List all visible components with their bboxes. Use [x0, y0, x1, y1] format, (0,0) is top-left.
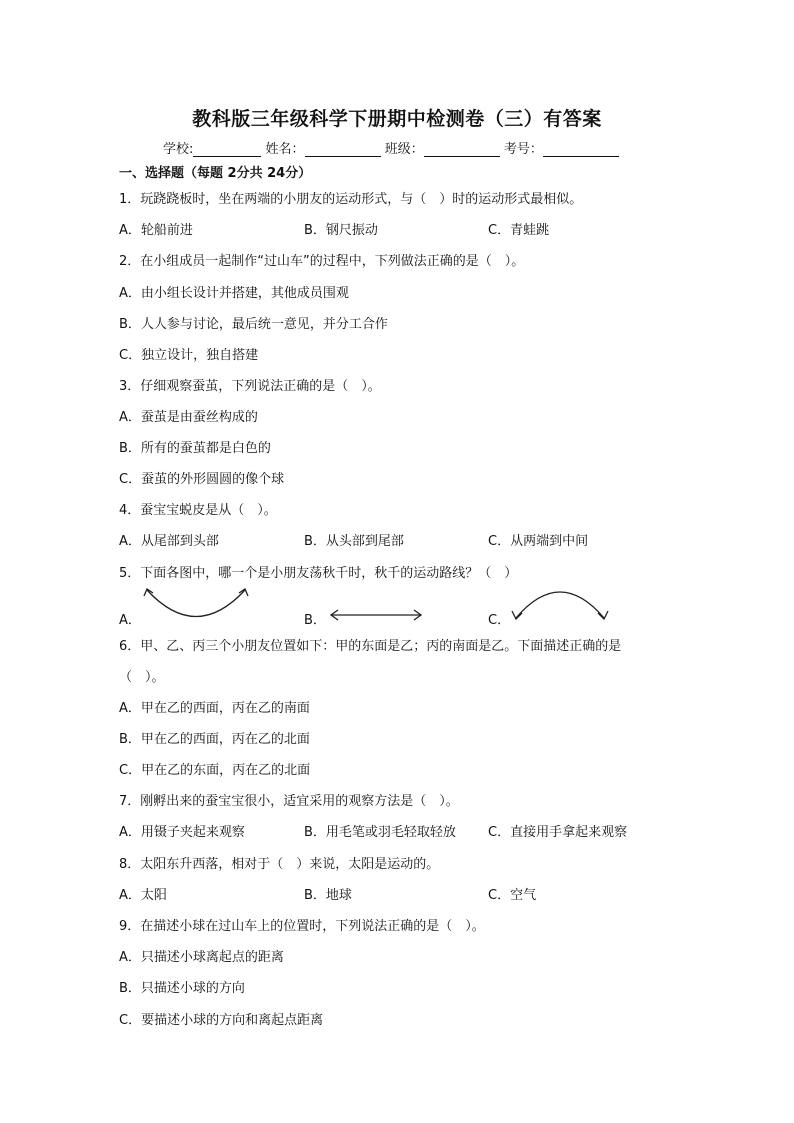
question-7-stem: 7．刚孵出来的蚕宝宝很小，适宜采用的观察方法是（ ）。 — [119, 794, 459, 809]
question-2-option-b[interactable]: B．人人参与讨论，最后统一意见，并分工合作 — [119, 317, 388, 332]
question-3-option-a[interactable]: A．蚕茧是由蚕丝构成的 — [119, 410, 258, 425]
name-blank[interactable] — [305, 142, 381, 157]
swing-arc-up-figure — [510, 584, 610, 624]
question-7-option-a[interactable]: A．用镊子夹起来观察 — [119, 825, 245, 840]
question-3-option-b[interactable]: B．所有的蚕茧都是白色的 — [119, 441, 271, 456]
student-info-line — [163, 138, 619, 157]
exam-no-label: 考号： — [503, 142, 543, 157]
school-label: 学校: — [163, 142, 194, 157]
question-6-option-a[interactable]: A．甲在乙的西面，丙在乙的南面 — [119, 701, 310, 716]
question-1-stem: 1．玩跷跷板时，坐在两端的小朋友的运动形式，与（ ）时的运动形式最相似。 — [119, 192, 583, 207]
question-5-option-b[interactable]: B． — [304, 613, 326, 628]
question-5-stem: 5．下面各图中，哪一个是小朋友荡秋千时，秋千的运动路线？（ ） — [119, 566, 518, 581]
question-2-option-c[interactable]: C．独立设计，独自搭建 — [119, 348, 259, 363]
school-blank[interactable] — [193, 142, 261, 157]
name-label: 姓名： — [265, 142, 305, 157]
question-5-option-c[interactable]: C． — [488, 613, 511, 628]
question-6-stem-cont: （ ）。 — [119, 670, 165, 685]
question-4-option-a[interactable]: A．从尾部到头部 — [119, 534, 219, 549]
question-4-option-c[interactable]: C．从两端到中间 — [488, 534, 589, 549]
question-8-option-a[interactable]: A．太阳 — [119, 888, 167, 903]
question-1-option-c[interactable]: C．青蛙跳 — [488, 223, 550, 238]
question-2-option-a[interactable]: A．由小组长设计并搭建，其他成员围观 — [119, 286, 349, 301]
question-9-option-a[interactable]: A．只描述小球离起点的距离 — [119, 950, 284, 965]
question-4-option-b[interactable]: B．从头部到尾部 — [304, 534, 404, 549]
question-7-option-b[interactable]: B．用毛笔或羽毛轻取轻放 — [304, 825, 456, 840]
swing-arc-down-figure — [142, 585, 250, 623]
straight-double-arrow-figure — [328, 609, 424, 621]
question-6-option-c[interactable]: C．甲在乙的东面，丙在乙的北面 — [119, 763, 311, 778]
class-blank[interactable] — [424, 142, 500, 157]
question-3-option-c[interactable]: C．蚕茧的外形圆圆的像个球 — [119, 472, 285, 487]
question-6-option-b[interactable]: B．甲在乙的西面，丙在乙的北面 — [119, 732, 310, 747]
class-label: 班级： — [384, 142, 424, 157]
question-1-option-a[interactable]: A．轮船前进 — [119, 223, 193, 238]
question-6-stem: 6．甲、乙、丙三个小朋友位置如下：甲的东面是乙；丙的南面是乙。下面描述正确的是 — [119, 639, 622, 654]
question-1-option-b[interactable]: B．钢尺振动 — [304, 223, 378, 238]
question-9-option-b[interactable]: B．只描述小球的方向 — [119, 981, 245, 996]
section-heading: 一、选择题（每题 2分共 24分） — [119, 166, 312, 181]
question-9-stem: 9．在描述小球在过山车上的位置时，下列说法正确的是（ ）。 — [119, 919, 485, 934]
question-3-stem: 3．仔细观察蚕茧，下列说法正确的是（ ）。 — [119, 379, 381, 394]
question-8-option-b[interactable]: B．地球 — [304, 888, 352, 903]
exam-no-blank[interactable] — [543, 142, 619, 157]
question-5-option-a[interactable]: A． — [119, 613, 141, 628]
question-7-option-c[interactable]: C．直接用手拿起来观察 — [488, 825, 628, 840]
question-9-option-c[interactable]: C．要描述小球的方向和离起点距离 — [119, 1013, 324, 1028]
question-8-stem: 8．太阳东升西落，相对于（ ）来说，太阳是运动的。 — [119, 857, 440, 872]
question-8-option-c[interactable]: C．空气 — [488, 888, 537, 903]
question-2-stem: 2．在小组成员一起制作“过山车”的过程中，下列做法正确的是（ ）。 — [119, 254, 525, 269]
page-title: 教科版三年级科学下册期中检测卷（三）有答案 — [192, 108, 602, 130]
question-4-stem: 4．蚕宝宝蜕皮是从（ ）。 — [119, 503, 277, 518]
